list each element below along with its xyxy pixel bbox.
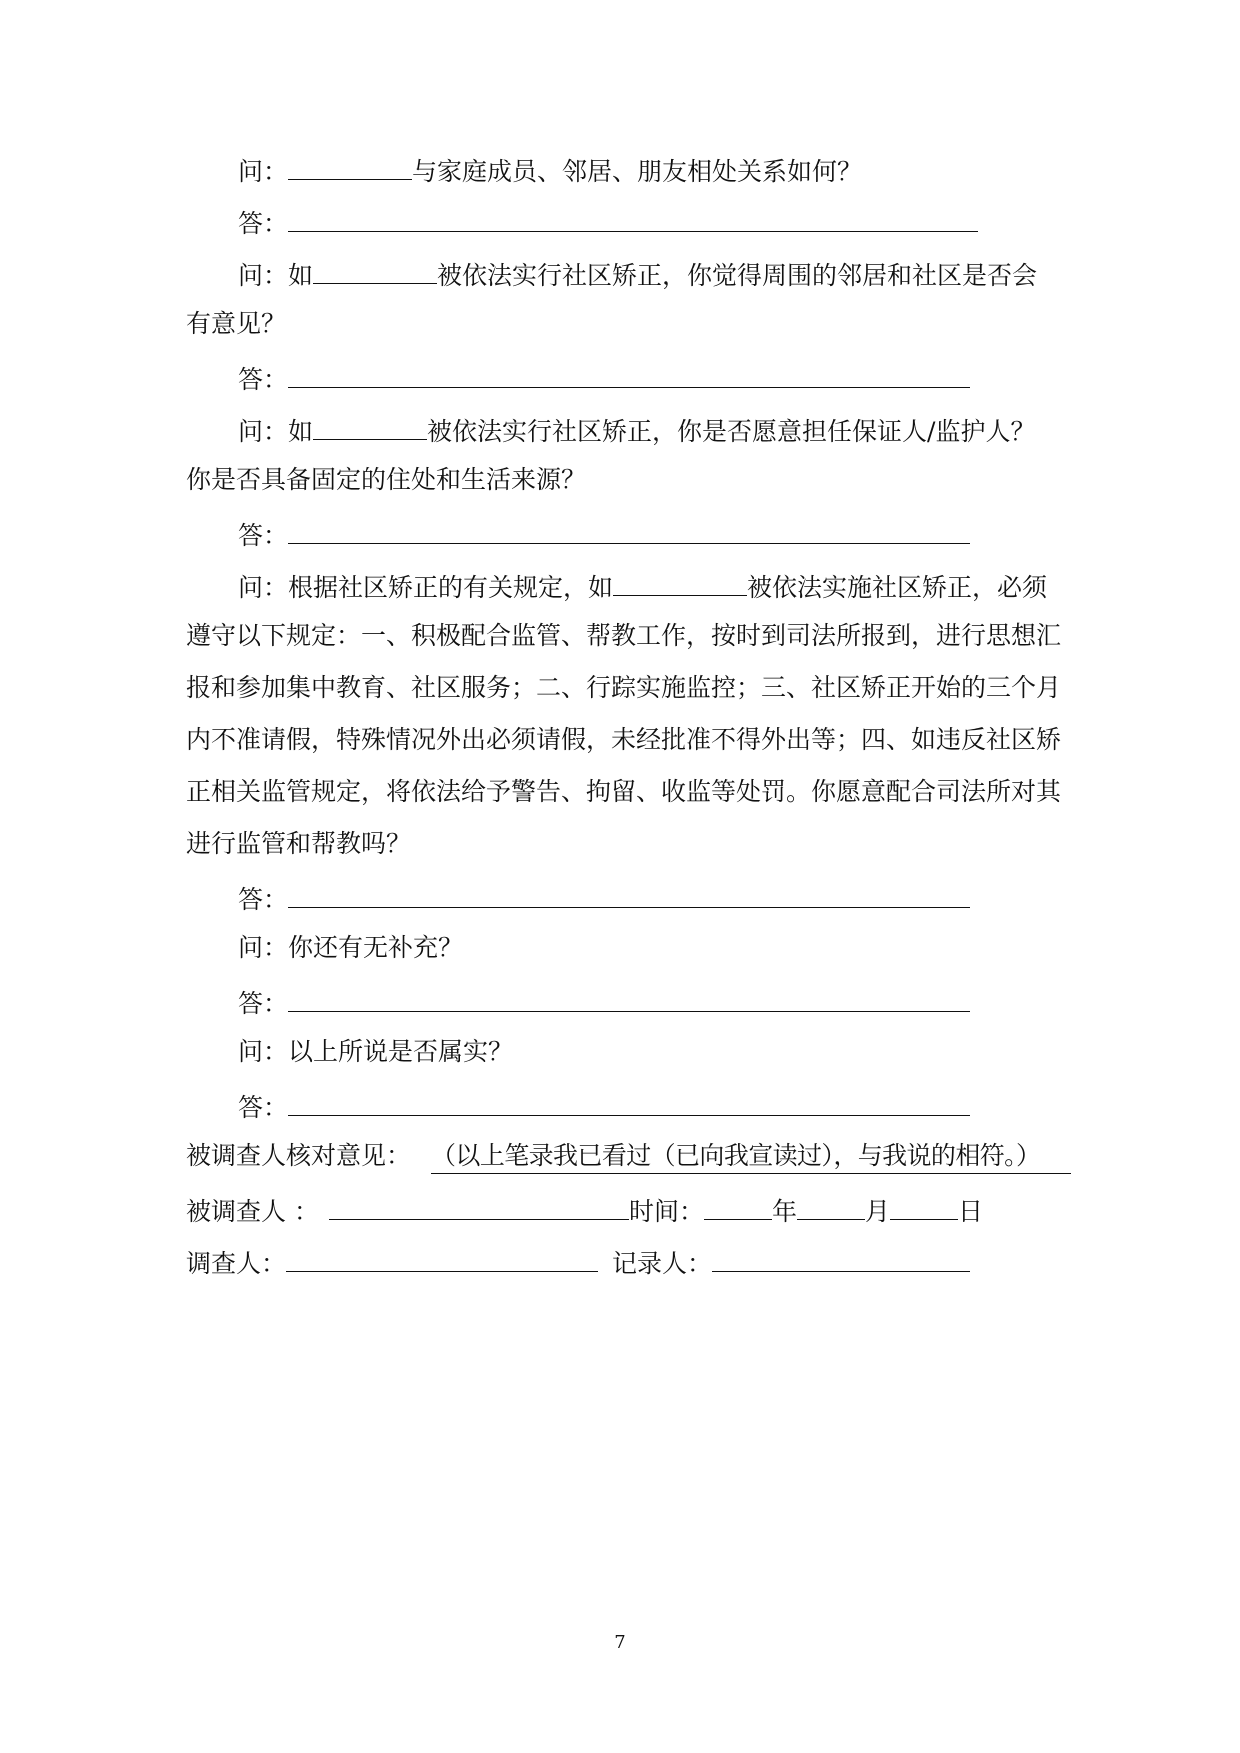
recorder-signature-blank[interactable] — [712, 1244, 970, 1272]
question-text: 被依法实行社区矫正，你是否愿意担任保证人/监护人？ — [427, 417, 1036, 446]
year-blank[interactable] — [704, 1192, 772, 1220]
question-text: 被依法实行社区矫正，你觉得周围的邻居和社区是否会 — [437, 261, 1038, 290]
answer-prefix: 答： — [238, 1093, 289, 1122]
investigator-label: 调查人： — [186, 1249, 287, 1278]
question-prefix: 问：如 — [238, 261, 314, 290]
answer-prefix: 答： — [238, 521, 289, 550]
investigator-signature-blank[interactable] — [286, 1244, 598, 1272]
answer-blank[interactable] — [288, 880, 970, 908]
answer-5 — [238, 984, 970, 1020]
question-6: 问：以上所说是否属实？ — [238, 1037, 514, 1066]
question-text: 被依法实施社区矫正，必须 — [747, 573, 1048, 602]
question-3 — [238, 412, 1035, 448]
verification-label: 被调查人核对意见： — [186, 1141, 412, 1170]
question-2 — [238, 256, 1037, 292]
verification-row — [186, 1140, 1071, 1174]
answer-blank[interactable] — [288, 516, 970, 544]
name-blank[interactable] — [288, 152, 412, 180]
question-prefix: 问：如 — [238, 417, 314, 446]
answer-2 — [238, 360, 970, 396]
answer-prefix: 答： — [238, 209, 289, 238]
answer-blank[interactable] — [288, 204, 978, 232]
answer-4 — [238, 880, 970, 916]
answer-6 — [238, 1088, 970, 1124]
month-label: 月 — [864, 1197, 890, 1226]
name-blank[interactable] — [313, 256, 437, 284]
name-blank[interactable] — [313, 412, 427, 440]
question-4-line: 进行监管和帮教吗？ — [186, 829, 412, 858]
verification-statement: （以上笔录我已看过（已向我宣读过），与我说的相符。） — [431, 1140, 1071, 1174]
answer-1 — [238, 204, 978, 240]
year-label: 年 — [771, 1197, 797, 1226]
question-4-line: 报和参加集中教育、社区服务；二、行踪实施监控；三、社区矫正开始的三个月 — [186, 673, 1062, 702]
question-4-line: 遵守以下规定：一、积极配合监管、帮教工作，按时到司法所报到，进行思想汇 — [186, 621, 1062, 650]
question-5: 问：你还有无补充？ — [238, 933, 464, 962]
recorder-label: 记录人： — [612, 1249, 713, 1278]
question-1 — [238, 152, 862, 188]
question-prefix: 问： — [238, 157, 289, 186]
question-prefix: 问：根据社区矫正的有关规定，如 — [238, 573, 614, 602]
answer-prefix: 答： — [238, 885, 289, 914]
answer-blank[interactable] — [288, 360, 970, 388]
name-blank[interactable] — [613, 568, 747, 596]
question-4 — [238, 568, 1047, 604]
question-3-line-2: 你是否具备固定的住处和生活来源？ — [186, 465, 587, 494]
respondent-row — [186, 1192, 983, 1228]
answer-prefix: 答： — [238, 989, 289, 1018]
month-blank[interactable] — [797, 1192, 865, 1220]
question-text: 与家庭成员、邻居、朋友相处关系如何？ — [412, 157, 863, 186]
question-4-line: 正相关监管规定，将依法给予警告、拘留、收监等处罚。你愿意配合司法所对其 — [186, 777, 1062, 806]
question-2-line-2: 有意见？ — [186, 309, 287, 338]
respondent-signature-blank[interactable] — [329, 1192, 629, 1220]
question-4-line: 内不准请假，特殊情况外出必须请假，未经批准不得外出等；四、如违反社区矫 — [186, 725, 1062, 754]
answer-blank[interactable] — [288, 984, 970, 1012]
answer-prefix: 答： — [238, 365, 289, 394]
investigator-row — [186, 1244, 970, 1280]
day-blank[interactable] — [890, 1192, 958, 1220]
answer-3 — [238, 516, 970, 552]
page-number: 7 — [614, 1632, 626, 1653]
respondent-label: 被调查人 ： — [186, 1197, 319, 1226]
time-label: 时间： — [628, 1197, 704, 1226]
answer-blank[interactable] — [288, 1088, 970, 1116]
day-label: 日 — [958, 1197, 984, 1226]
